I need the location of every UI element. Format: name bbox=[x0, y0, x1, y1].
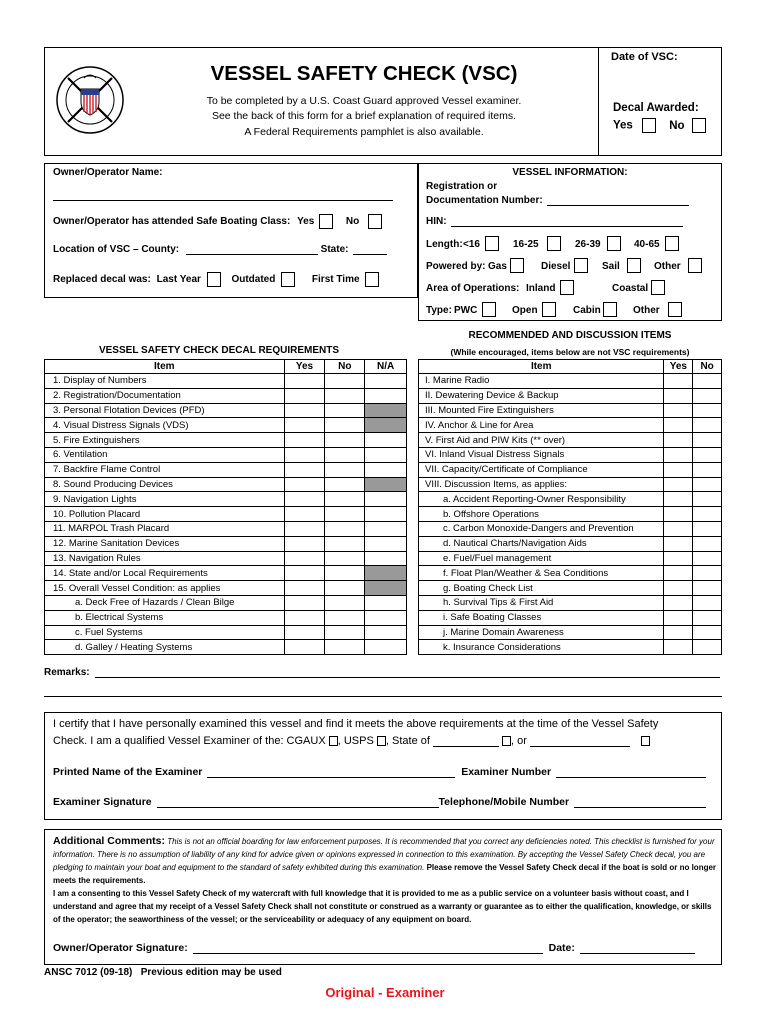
hin-row bbox=[426, 216, 683, 227]
remarks-field-2[interactable] bbox=[44, 688, 722, 697]
decal-label: Decal Awarded: bbox=[613, 102, 699, 114]
requirement-yes-cell[interactable] bbox=[284, 595, 325, 610]
other-org-field[interactable] bbox=[530, 737, 630, 747]
requirement-row bbox=[45, 492, 407, 507]
type-opt-1: Open bbox=[512, 305, 538, 316]
area-opt-0: Inland bbox=[526, 283, 556, 294]
recommended-no-cell[interactable] bbox=[693, 595, 722, 610]
header-divider bbox=[598, 47, 599, 156]
requirement-no-cell[interactable] bbox=[325, 492, 365, 507]
recommended-item: f. Float Plan/Weather & Sea Conditions bbox=[419, 566, 664, 581]
recommended-item: d. Nautical Charts/Navigation Aids bbox=[419, 536, 664, 551]
printed-row bbox=[53, 766, 706, 778]
decal-no-checkbox[interactable] bbox=[692, 118, 706, 133]
class-label: Owner/Operator has attended Safe Boating Class: bbox=[53, 216, 291, 228]
additional-bold-2: I am a consenting to this Vessel Safety Check of my watercraft with full knowledge that it is provided to me as a public service on a volunteer basis without coast, and I understand and agree that my receipt of a Vessel Safety Check shall not constitute or construed as a warranty or guarantee as to either the qualification, knowledge, or skills of the operator; the seaworthiness of the vessel; or the serviceability or adequacy of any equipment on board. bbox=[53, 889, 712, 924]
powered-checkbox-2[interactable] bbox=[627, 258, 641, 273]
requirement-yes-cell[interactable] bbox=[284, 433, 325, 448]
recommended-no-cell[interactable] bbox=[693, 492, 722, 507]
req-col-yes: Yes bbox=[284, 360, 325, 374]
requirement-row bbox=[45, 477, 407, 492]
rec-col-item: Item bbox=[419, 360, 664, 374]
requirement-no-cell[interactable] bbox=[325, 403, 365, 418]
requirement-yes-cell[interactable] bbox=[284, 566, 325, 581]
certify-text-2d: , or bbox=[511, 735, 527, 747]
requirement-na-cell[interactable] bbox=[365, 625, 407, 640]
recommended-yes-cell[interactable] bbox=[664, 507, 693, 522]
recommended-row bbox=[419, 595, 722, 610]
requirement-na-cell[interactable] bbox=[365, 551, 407, 566]
requirement-row bbox=[45, 462, 407, 477]
decal-row bbox=[613, 118, 706, 133]
requirement-yes-cell[interactable] bbox=[284, 477, 325, 492]
recommended-no-cell[interactable] bbox=[693, 581, 722, 596]
recommended-item: g. Boating Check List bbox=[419, 581, 664, 596]
requirement-no-cell[interactable] bbox=[325, 433, 365, 448]
owner-date-label: Date: bbox=[548, 942, 575, 954]
requirement-yes-cell[interactable] bbox=[284, 462, 325, 477]
requirement-no-cell[interactable] bbox=[325, 595, 365, 610]
recommended-title: RECOMMENDED AND DISCUSSION ITEMS bbox=[468, 330, 672, 341]
requirement-na-cell[interactable] bbox=[365, 447, 407, 462]
reg-label-1: Registration or bbox=[426, 181, 498, 192]
last-year-checkbox[interactable] bbox=[207, 272, 221, 287]
requirement-no-cell[interactable] bbox=[325, 447, 365, 462]
phone-label: Telephone/Mobile Number bbox=[438, 796, 570, 808]
requirement-item: 3. Personal Flotation Devices (PFD) bbox=[45, 403, 285, 418]
recommended-yes-cell[interactable] bbox=[664, 374, 693, 389]
recommended-item: IV. Anchor & Line for Area bbox=[419, 418, 664, 433]
additional-bold-1: Please remove the Vessel Safety Check decal if the boat is sold or no longer meets the requirements. bbox=[53, 863, 717, 885]
requirement-yes-cell[interactable] bbox=[284, 507, 325, 522]
remarks-label: Remarks: bbox=[44, 667, 90, 678]
additional-text bbox=[53, 835, 717, 926]
area-checkbox-1[interactable] bbox=[651, 280, 665, 295]
type-checkbox-0[interactable] bbox=[482, 302, 496, 317]
class-row bbox=[53, 214, 382, 229]
recommended-yes-cell[interactable] bbox=[664, 418, 693, 433]
examiner-signature-field[interactable] bbox=[157, 798, 439, 808]
usps-checkbox[interactable] bbox=[377, 736, 386, 746]
examiner-signature-label: Examiner Signature bbox=[53, 796, 152, 808]
requirement-no-cell[interactable] bbox=[325, 581, 365, 596]
recommended-no-cell[interactable] bbox=[693, 536, 722, 551]
additional-label: Additional Comments: bbox=[53, 835, 165, 847]
area-checkbox-0[interactable] bbox=[560, 280, 574, 295]
requirement-row bbox=[45, 418, 407, 433]
first-time-checkbox[interactable] bbox=[365, 272, 379, 287]
requirement-item: 6. Ventilation bbox=[45, 447, 285, 462]
requirement-row bbox=[45, 566, 407, 581]
owner-date-field[interactable] bbox=[580, 944, 695, 954]
recommended-yes-cell[interactable] bbox=[664, 566, 693, 581]
powered-opt-1: Diesel bbox=[541, 261, 571, 272]
cgaux-checkbox[interactable] bbox=[329, 736, 338, 746]
requirement-no-cell[interactable] bbox=[325, 566, 365, 581]
other-org-checkbox[interactable] bbox=[641, 736, 650, 746]
requirement-item: 10. Pollution Placard bbox=[45, 507, 285, 522]
requirement-item: b. Electrical Systems bbox=[45, 610, 285, 625]
recommended-item: a. Accident Reporting-Owner Responsibility bbox=[419, 492, 664, 507]
requirement-row bbox=[45, 536, 407, 551]
recommended-yes-cell[interactable] bbox=[664, 625, 693, 640]
class-yes-label: Yes bbox=[297, 216, 315, 228]
recommended-item: II. Dewatering Device & Backup bbox=[419, 388, 664, 403]
requirements-header-row bbox=[45, 360, 407, 374]
recommended-no-cell[interactable] bbox=[693, 610, 722, 625]
reg-label-2: Documentation Number: bbox=[426, 195, 543, 206]
requirement-no-cell[interactable] bbox=[325, 507, 365, 522]
recommended-row bbox=[419, 418, 722, 433]
seal-icon bbox=[54, 64, 126, 136]
reg-row bbox=[426, 195, 689, 206]
requirement-row bbox=[45, 581, 407, 596]
requirement-no-cell[interactable] bbox=[325, 477, 365, 492]
requirement-no-cell[interactable] bbox=[325, 536, 365, 551]
recommended-row bbox=[419, 625, 722, 640]
vessel-heading: VESSEL INFORMATION: bbox=[512, 167, 628, 178]
powered-checkbox-3[interactable] bbox=[688, 258, 702, 273]
recommended-yes-cell[interactable] bbox=[664, 433, 693, 448]
recommended-yes-cell[interactable] bbox=[664, 403, 693, 418]
requirement-row bbox=[45, 447, 407, 462]
county-field[interactable] bbox=[186, 246, 318, 255]
recommended-row bbox=[419, 374, 722, 389]
recommended-row bbox=[419, 447, 722, 462]
rec-col-no: No bbox=[693, 360, 722, 374]
recommended-row bbox=[419, 551, 722, 566]
req-col-no: No bbox=[325, 360, 365, 374]
replaced-label: Replaced decal was: bbox=[53, 274, 151, 286]
requirement-na-cell bbox=[365, 418, 407, 433]
recommended-row bbox=[419, 462, 722, 477]
requirement-yes-cell[interactable] bbox=[284, 447, 325, 462]
recommended-yes-cell[interactable] bbox=[664, 521, 693, 536]
recommended-row bbox=[419, 477, 722, 492]
requirement-yes-cell[interactable] bbox=[284, 403, 325, 418]
owner-signature-field[interactable] bbox=[193, 944, 543, 954]
recommended-row bbox=[419, 433, 722, 448]
recommended-item: i. Safe Boating Classes bbox=[419, 610, 664, 625]
recommended-item: VII. Capacity/Certificate of Compliance bbox=[419, 462, 664, 477]
state-checkbox[interactable] bbox=[502, 736, 511, 746]
requirement-item: 13. Navigation Rules bbox=[45, 551, 285, 566]
requirement-yes-cell[interactable] bbox=[284, 610, 325, 625]
type-opt-3: Other bbox=[633, 305, 660, 316]
recommended-yes-cell[interactable] bbox=[664, 595, 693, 610]
recommended-row bbox=[419, 610, 722, 625]
recommended-no-cell[interactable] bbox=[693, 433, 722, 448]
recommended-row bbox=[419, 581, 722, 596]
requirement-no-cell[interactable] bbox=[325, 640, 365, 655]
recommended-yes-cell[interactable] bbox=[664, 551, 693, 566]
requirement-yes-cell[interactable] bbox=[284, 492, 325, 507]
requirement-item: 15. Overall Vessel Condition: as applies bbox=[45, 581, 285, 596]
type-label: Type: bbox=[426, 305, 452, 316]
powered-checkbox-1[interactable] bbox=[574, 258, 588, 273]
copy-label: Original - Examiner bbox=[325, 985, 445, 1000]
recommended-yes-cell[interactable] bbox=[664, 640, 693, 655]
length-label: Length: bbox=[426, 239, 463, 250]
recommended-no-cell[interactable] bbox=[693, 388, 722, 403]
rec-col-yes: Yes bbox=[664, 360, 693, 374]
recommended-item: VIII. Discussion Items, as applies: bbox=[419, 477, 664, 492]
recommended-yes-cell[interactable] bbox=[664, 462, 693, 477]
reg-field[interactable] bbox=[547, 197, 689, 206]
requirement-item: 12. Marine Sanitation Devices bbox=[45, 536, 285, 551]
additional-italic: This is not an official boarding for law enforcement purposes. It is recommended that you correct any deficiencies noted. This checklist is furnished for your information. There is no assumption of liability of any kind for advice given or opinions expressed in connection to this examination. By accepting the Vessel Safety Check decal, you are pledging to maintain your boat and equipment to the standard of safety exhibited during this examination. bbox=[53, 837, 715, 872]
powered-label: Powered by: bbox=[426, 261, 486, 272]
recommended-item: j. Marine Domain Awareness bbox=[419, 625, 664, 640]
requirement-row bbox=[45, 433, 407, 448]
requirement-row bbox=[45, 403, 407, 418]
recommended-row bbox=[419, 521, 722, 536]
recommended-no-cell[interactable] bbox=[693, 566, 722, 581]
requirement-item: 7. Backfire Flame Control bbox=[45, 462, 285, 477]
requirement-row bbox=[45, 625, 407, 640]
recommended-no-cell[interactable] bbox=[693, 521, 722, 536]
requirement-na-cell bbox=[365, 403, 407, 418]
requirement-na-cell[interactable] bbox=[365, 610, 407, 625]
powered-opt-0: Gas bbox=[488, 261, 507, 272]
requirement-row bbox=[45, 610, 407, 625]
recommended-item: I. Marine Radio bbox=[419, 374, 664, 389]
recommended-item: c. Carbon Monoxide-Dangers and Prevention bbox=[419, 521, 664, 536]
recommended-yes-cell[interactable] bbox=[664, 492, 693, 507]
recommended-yes-cell[interactable] bbox=[664, 581, 693, 596]
remarks-row bbox=[44, 667, 720, 678]
requirement-item: 8. Sound Producing Devices bbox=[45, 477, 285, 492]
last-year-label: Last Year bbox=[156, 274, 201, 286]
recommended-row bbox=[419, 492, 722, 507]
subtitle-line1: To be completed by a U.S. Coast Guard approved Vessel examiner. bbox=[206, 95, 522, 107]
type-checkbox-1[interactable] bbox=[542, 302, 556, 317]
length-checkbox-0[interactable] bbox=[485, 236, 499, 251]
recommended-row bbox=[419, 403, 722, 418]
replaced-row bbox=[53, 272, 379, 287]
requirement-yes-cell[interactable] bbox=[284, 521, 325, 536]
class-no-label: No bbox=[345, 216, 360, 228]
recommended-no-cell[interactable] bbox=[693, 374, 722, 389]
requirement-na-cell[interactable] bbox=[365, 433, 407, 448]
requirement-item: 9. Navigation Lights bbox=[45, 492, 285, 507]
recommended-yes-cell[interactable] bbox=[664, 610, 693, 625]
requirements-table bbox=[44, 359, 407, 655]
subtitle-line2: See the back of this form for a brief explanation of required items. bbox=[211, 110, 517, 122]
requirement-no-cell[interactable] bbox=[325, 374, 365, 389]
phone-field[interactable] bbox=[574, 798, 706, 808]
recommended-no-cell[interactable] bbox=[693, 447, 722, 462]
class-no-checkbox[interactable] bbox=[368, 214, 382, 229]
length-opt-1: 16-25 bbox=[513, 239, 539, 250]
type-checkbox-3[interactable] bbox=[668, 302, 682, 317]
requirement-na-cell[interactable] bbox=[365, 595, 407, 610]
area-label: Area of Operations: bbox=[426, 283, 520, 294]
requirement-item: 5. Fire Extinguishers bbox=[45, 433, 285, 448]
recommended-no-cell[interactable] bbox=[693, 551, 722, 566]
recommended-yes-cell[interactable] bbox=[664, 536, 693, 551]
recommended-item: b. Offshore Operations bbox=[419, 507, 664, 522]
requirement-no-cell[interactable] bbox=[325, 551, 365, 566]
requirement-item: 14. State and/or Local Requirements bbox=[45, 566, 285, 581]
recommended-no-cell[interactable] bbox=[693, 477, 722, 492]
requirement-na-cell[interactable] bbox=[365, 388, 407, 403]
requirement-yes-cell[interactable] bbox=[284, 551, 325, 566]
requirement-yes-cell[interactable] bbox=[284, 625, 325, 640]
certify-text-2a: Check. I am a qualified Vessel Examiner of the: CGAUX bbox=[53, 735, 326, 747]
requirement-row bbox=[45, 507, 407, 522]
decal-yes-checkbox[interactable] bbox=[642, 118, 656, 133]
recommended-no-cell[interactable] bbox=[693, 418, 722, 433]
recommended-item: k. Insurance Considerations bbox=[419, 640, 664, 655]
requirement-row bbox=[45, 374, 407, 389]
requirement-item: a. Deck Free of Hazards / Clean Bilge bbox=[45, 595, 285, 610]
requirement-row bbox=[45, 595, 407, 610]
requirements-title: VESSEL SAFETY CHECK DECAL REQUIREMENTS bbox=[98, 345, 340, 356]
requirement-na-cell[interactable] bbox=[365, 507, 407, 522]
requirement-yes-cell[interactable] bbox=[284, 581, 325, 596]
requirement-row bbox=[45, 388, 407, 403]
recommended-row bbox=[419, 566, 722, 581]
req-col-item: Item bbox=[45, 360, 285, 374]
owner-signature-label: Owner/Operator Signature: bbox=[53, 942, 188, 954]
length-opt-2: 26-39 bbox=[575, 239, 601, 250]
type-opt-2: Cabin bbox=[573, 305, 601, 316]
requirement-row bbox=[45, 521, 407, 536]
recommended-no-cell[interactable] bbox=[693, 640, 722, 655]
length-checkbox-3[interactable] bbox=[665, 236, 679, 251]
signature-row bbox=[53, 796, 706, 808]
recommended-row bbox=[419, 507, 722, 522]
requirement-yes-cell[interactable] bbox=[284, 640, 325, 655]
req-col-na: N/A bbox=[365, 360, 407, 374]
state-of-field[interactable] bbox=[433, 737, 499, 747]
requirement-yes-cell[interactable] bbox=[284, 418, 325, 433]
recommended-row bbox=[419, 536, 722, 551]
area-opt-1: Coastal bbox=[612, 283, 649, 294]
requirement-item: c. Fuel Systems bbox=[45, 625, 285, 640]
length-opt-0: <16 bbox=[463, 239, 480, 250]
requirement-yes-cell[interactable] bbox=[284, 388, 325, 403]
examiner-number-field[interactable] bbox=[556, 768, 706, 778]
recommended-no-cell[interactable] bbox=[693, 403, 722, 418]
state-field[interactable] bbox=[353, 246, 387, 255]
requirement-na-cell[interactable] bbox=[365, 462, 407, 477]
requirement-na-cell[interactable] bbox=[365, 374, 407, 389]
type-checkbox-2[interactable] bbox=[603, 302, 617, 317]
requirement-no-cell[interactable] bbox=[325, 462, 365, 477]
subtitle-line3: A Federal Requirements pamphlet is also available. bbox=[244, 126, 484, 138]
requirement-item: 4. Visual Distress Signals (VDS) bbox=[45, 418, 285, 433]
state-label: State: bbox=[320, 244, 349, 255]
requirement-item: 1. Display of Numbers bbox=[45, 374, 285, 389]
decal-yes-label: Yes bbox=[613, 119, 633, 132]
examiner-number-label: Examiner Number bbox=[461, 766, 552, 778]
certify-line-2 bbox=[53, 735, 650, 747]
recommended-item: e. Fuel/Fuel management bbox=[419, 551, 664, 566]
powered-opt-2: Sail bbox=[602, 261, 620, 272]
recommended-no-cell[interactable] bbox=[693, 507, 722, 522]
decal-no-label: No bbox=[669, 119, 685, 132]
requirement-item: d. Galley / Heating Systems bbox=[45, 640, 285, 655]
recommended-row bbox=[419, 388, 722, 403]
recommended-yes-cell[interactable] bbox=[664, 388, 693, 403]
recommended-subtitle: (While encouraged, items below are not VSC requirements) bbox=[450, 347, 690, 357]
certify-text-1: I certify that I have personally examined this vessel and find it meets the above requirements at the time of the Vessel Safety bbox=[53, 718, 659, 730]
recommended-yes-cell[interactable] bbox=[664, 447, 693, 462]
printed-name-field[interactable] bbox=[207, 768, 455, 778]
powered-checkbox-0[interactable] bbox=[510, 258, 524, 273]
first-time-label: First Time bbox=[311, 274, 360, 286]
recommended-item: VI. Inland Visual Distress Signals bbox=[419, 447, 664, 462]
requirement-no-cell[interactable] bbox=[325, 610, 365, 625]
recommended-row bbox=[419, 640, 722, 655]
recommended-no-cell[interactable] bbox=[693, 625, 722, 640]
requirement-na-cell[interactable] bbox=[365, 536, 407, 551]
recommended-item: h. Survival Tips & First Aid bbox=[419, 595, 664, 610]
date-label: Date of VSC: bbox=[611, 51, 678, 63]
requirement-no-cell[interactable] bbox=[325, 388, 365, 403]
hin-field[interactable] bbox=[451, 218, 683, 227]
owner-signature-row bbox=[53, 942, 695, 954]
recommended-no-cell[interactable] bbox=[693, 462, 722, 477]
remarks-field-1[interactable] bbox=[95, 669, 720, 678]
requirement-na-cell bbox=[365, 581, 407, 596]
owner-name-field[interactable] bbox=[53, 192, 393, 201]
requirement-no-cell[interactable] bbox=[325, 521, 365, 536]
recommended-yes-cell[interactable] bbox=[664, 477, 693, 492]
requirement-yes-cell[interactable] bbox=[284, 536, 325, 551]
requirement-na-cell[interactable] bbox=[365, 640, 407, 655]
printed-name-label: Printed Name of the Examiner bbox=[53, 766, 203, 778]
location-row bbox=[53, 244, 387, 255]
requirement-no-cell[interactable] bbox=[325, 418, 365, 433]
county-label: Location of VSC – County: bbox=[53, 244, 180, 255]
requirement-row bbox=[45, 551, 407, 566]
powered-opt-3: Other bbox=[654, 261, 681, 272]
owner-name-label: Owner/Operator Name: bbox=[53, 167, 163, 178]
certify-text-2b: , USPS bbox=[337, 735, 374, 747]
recommended-table bbox=[418, 359, 722, 655]
requirement-item: 2. Registration/Documentation bbox=[45, 388, 285, 403]
recommended-header-row bbox=[419, 360, 722, 374]
requirement-na-cell bbox=[365, 477, 407, 492]
requirement-row bbox=[45, 640, 407, 655]
coast-guard-seal bbox=[54, 64, 126, 136]
length-checkbox-2[interactable] bbox=[607, 236, 621, 251]
requirement-na-cell[interactable] bbox=[365, 492, 407, 507]
recommended-item: III. Mounted Fire Extinguishers bbox=[419, 403, 664, 418]
form-id: ANSC 7012 (09-18) Previous edition may be used bbox=[44, 967, 282, 978]
requirement-na-cell[interactable] bbox=[365, 521, 407, 536]
requirement-yes-cell[interactable] bbox=[284, 374, 325, 389]
requirement-no-cell[interactable] bbox=[325, 625, 365, 640]
recommended-item: V. First Aid and PIW Kits (** over) bbox=[419, 433, 664, 448]
class-yes-checkbox[interactable] bbox=[319, 214, 333, 229]
certify-text-2c: , State of bbox=[385, 735, 430, 747]
type-opt-0: PWC bbox=[454, 305, 478, 316]
length-checkbox-1[interactable] bbox=[547, 236, 561, 251]
outdated-checkbox[interactable] bbox=[281, 272, 295, 287]
date-field[interactable] bbox=[602, 64, 718, 94]
outdated-label: Outdated bbox=[231, 274, 276, 286]
requirement-item: 11. MARPOL Trash Placard bbox=[45, 521, 285, 536]
hin-label: HIN: bbox=[426, 216, 447, 227]
length-opt-3: 40-65 bbox=[634, 239, 660, 250]
requirement-na-cell bbox=[365, 566, 407, 581]
page-title: VESSEL SAFETY CHECK (VSC) bbox=[210, 62, 518, 85]
